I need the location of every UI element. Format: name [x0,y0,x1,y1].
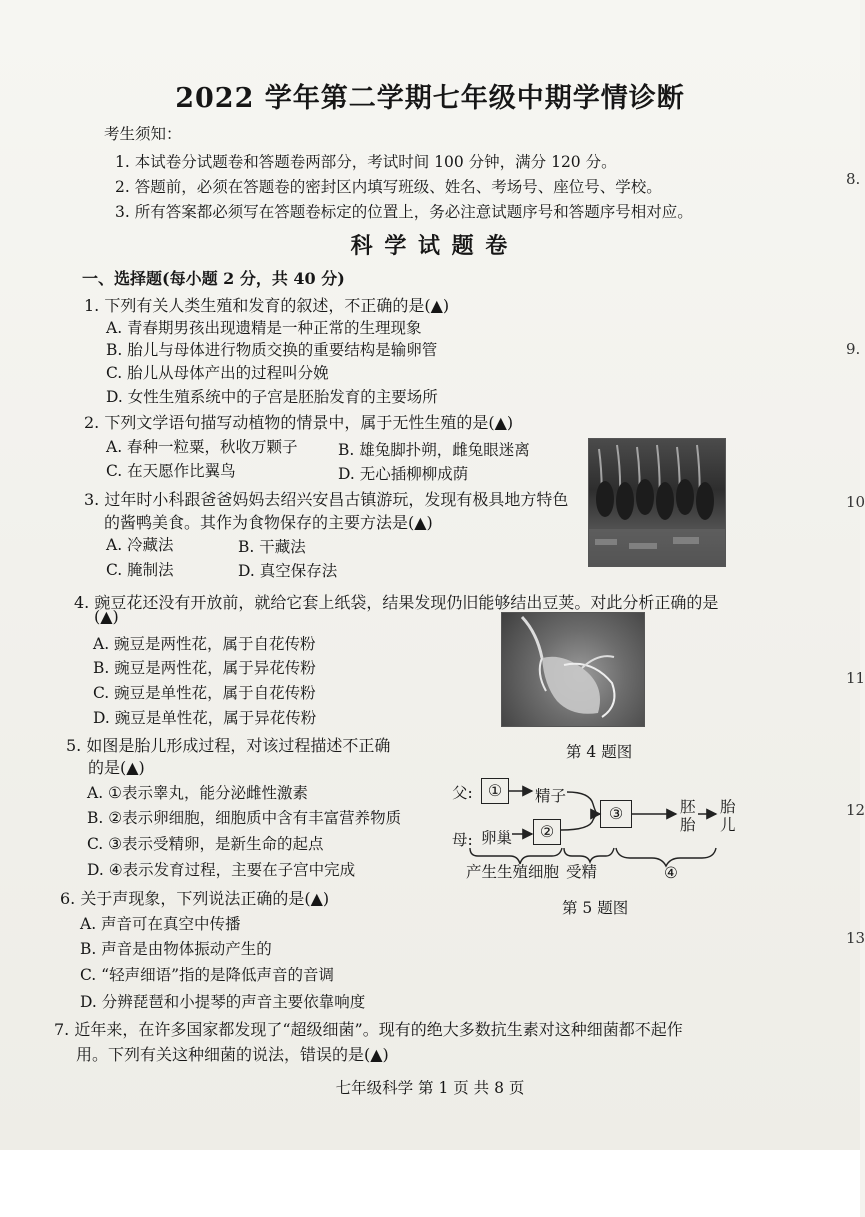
box-1: ① [481,778,509,804]
question-stem: 3. 过年时小科跟爸爸妈妈去绍兴安昌古镇游玩，发现有极具地方特色 [84,490,569,509]
option: C. ③表示受精卵，是新生命的起点 [87,835,324,853]
option: A. 声音可在真空中传播 [80,915,241,933]
option: C. 在天愿作比翼鸟 [106,462,236,480]
question-stem-continued: 用。下列有关这种细菌的说法，错误的是(▲) [76,1045,389,1064]
box-2: ② [533,819,561,845]
question-stem: 7. 近年来，在许多国家都发现了“超级细菌”。现有的绝大多数抗生素对这种细菌都不起作 [54,1020,683,1039]
option: B. 声音是由物体振动产生的 [80,940,272,958]
notice-item: 1. 本试卷分试题卷和答题卷两部分，考试时间 100 分钟，满分 120 分。 [115,153,617,171]
question-stem: 5. 如图是胎儿形成过程，对该过程描述不正确 [66,736,391,755]
option: D. ④表示发育过程，主要在子宫中完成 [87,861,356,879]
mother-label: 母: [452,831,473,849]
stage-4: ④ [664,864,678,882]
ovary-label: 卵巢 [481,829,513,847]
option: B. ②表示卵细胞，细胞质中含有丰富营养物质 [87,809,402,827]
figure-caption: 第 4 题图 [566,743,633,761]
fetus-label: 胎 儿 [720,798,736,834]
sperm-label: 精子 [535,787,567,805]
pea-flower-image [502,613,644,726]
option: D. 分辨琵琶和小提琴的声音主要依靠响度 [80,993,366,1011]
option: C. 腌制法 [106,561,174,579]
margin-number: 8. [846,170,861,188]
pea-flower-photo [501,612,645,727]
exam-title: 2022 学年第二学期七年级中期学情诊断 [175,83,685,114]
question-stem-continued: (▲) [94,607,119,626]
option: A. 青春期男孩出现遗精是一种正常的生理现象 [106,319,422,337]
question-stem: 6. 关于声现象，下列说法正确的是(▲) [60,889,330,908]
stage-produce-cells: 产生生殖细胞 [466,863,560,881]
margin-number: 11 [846,669,865,687]
section-title: 一、选择题(每小题 2 分，共 40 分) [82,269,345,288]
option: C. 豌豆是单性花，属于自花传粉 [93,684,316,702]
question-stem: 4. 豌豆花还没有开放前，就给它套上纸袋，结果发现仍旧能够结出豆荚。对此分析正确的是 [74,593,719,612]
option: A. 冷藏法 [106,536,174,554]
margin-number: 9. [846,340,861,358]
scan-bottom-margin [0,1150,860,1217]
option: D. 豌豆是单性花，属于异花传粉 [93,709,317,727]
diagram-arrows [440,770,760,880]
question-stem-continued: 的是(▲) [88,758,145,777]
option: C. “轻声细语”指的是降低声音的音调 [80,966,335,984]
question-stem: 2. 下列文学语句描写动植物的情景中，属于无性生殖的是(▲) [84,413,514,432]
box-3: ③ [600,800,632,828]
option: D. 女性生殖系统中的子宫是胚胎发育的主要场所 [106,388,438,406]
duck-photo [588,438,726,567]
option: D. 无心插柳柳成荫 [338,465,469,483]
stage-fertilization: 受精 [566,863,598,881]
hanging-ducks-image [589,439,725,566]
father-label: 父: [452,784,473,802]
option: B. 豌豆是两性花，属于异花传粉 [93,659,316,677]
page-footer: 七年级科学 第 1 页 共 8 页 [335,1079,525,1097]
margin-number: 12 [846,801,865,819]
notice-item: 2. 答题前，必须在答题卷的密封区内填写班级、姓名、考场号、座位号、学校。 [115,178,662,196]
option: C. 胎儿从母体产出的过程叫分娩 [106,364,329,382]
option: B. 雄兔脚扑朔，雌兔眼迷离 [338,441,530,459]
notice-heading: 考生须知： [104,125,182,143]
option: D. 真空保存法 [238,562,338,580]
margin-number: 13 [846,929,865,947]
option: A. 春种一粒粟，秋收万颗子 [106,438,298,456]
notice-item: 3. 所有答案都必须写在答题卷标定的位置上，务必注意试题序号和答题序号相对应。 [115,203,693,221]
option: B. 胎儿与母体进行物质交换的重要结构是输卵管 [106,341,438,359]
question-stem: 1. 下列有关人类生殖和发育的叙述，不正确的是(▲) [84,296,450,315]
question-stem-continued: 的酱鸭美食。其作为食物保存的主要方法是(▲) [104,513,433,532]
margin-number: 10 [846,493,865,511]
option: A. 豌豆是两性花，属于自花传粉 [93,635,316,653]
option: B. 干藏法 [238,538,306,556]
figure-caption: 第 5 题图 [562,899,629,917]
embryo-label: 胚 胎 [680,798,696,834]
paper-title: 科 学 试 题 卷 [350,233,510,259]
option: A. ①表示睾丸，能分泌雌性激素 [87,784,308,802]
